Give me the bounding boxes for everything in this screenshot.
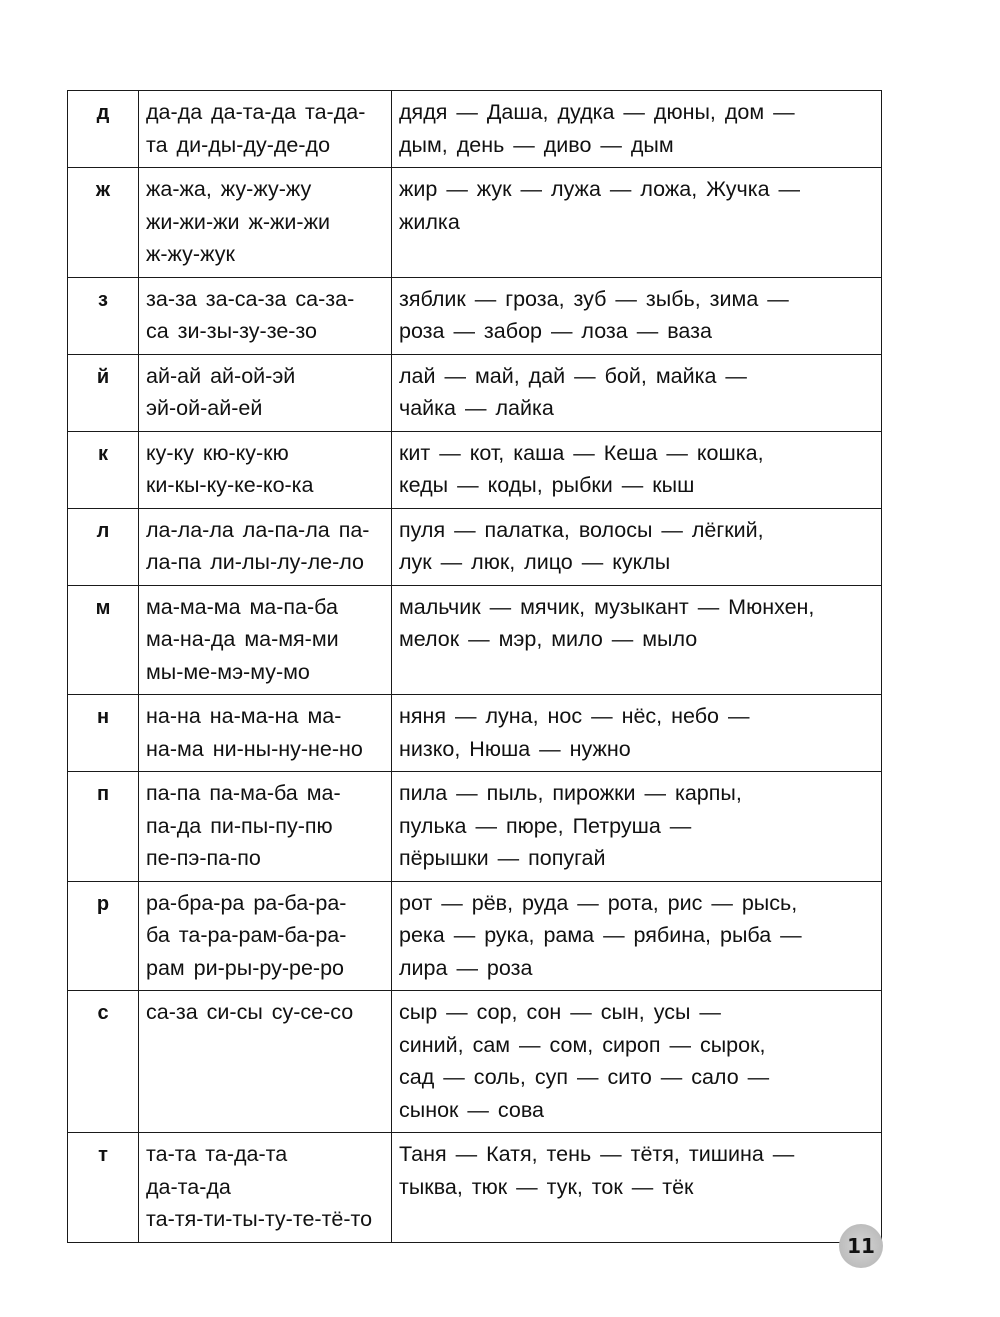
syllables-cell <box>139 508 392 585</box>
words-line: пёрышки — попугай <box>399 846 606 870</box>
table-row <box>68 277 882 354</box>
words-line: пуля — палатка, волосы — лёгкий, <box>399 517 764 542</box>
syllables-cell <box>139 881 392 991</box>
table-row <box>68 431 882 508</box>
words-line: лай — май, дай — бой, майка — <box>399 363 747 388</box>
words-cell <box>392 277 882 354</box>
words-cell <box>392 772 882 882</box>
syllables-line: ж-жу-жук <box>146 242 235 266</box>
syllables-line: ма-на-да ма-мя-ми <box>146 627 339 651</box>
syllables-line: эй-ой-ай-ей <box>146 396 263 420</box>
letter-cell: ж <box>68 168 139 278</box>
words-line: сынок — сова <box>399 1097 544 1122</box>
words-cell <box>392 1133 882 1243</box>
words-line: мелок — мэр, мило — мыло <box>399 627 698 651</box>
syllables-line: ра-бра-ра ра-ба-ра- <box>146 890 347 915</box>
words-line: тыква, тюк — тук, ток — тёк <box>399 1174 694 1199</box>
syllables-line: та-тя-ти-ты-ту-те-тё-то <box>146 1207 373 1231</box>
letter-cell: п <box>68 772 139 882</box>
letter-cell: р <box>68 881 139 991</box>
words-line: роза — забор — лоза — ваза <box>399 319 712 343</box>
page-number-badge <box>839 1224 883 1268</box>
sound-practice-table <box>67 90 882 1243</box>
words-line: кеды — коды, рыбки — кыш <box>399 473 695 497</box>
syllables-line: па-да пи-пы-пу-пю <box>146 813 333 838</box>
syllables-cell <box>139 991 392 1133</box>
syllables-line: мы-ме-мэ-му-мо <box>146 659 310 684</box>
letter-cell: т <box>68 1133 139 1243</box>
table-row <box>68 168 882 278</box>
words-line: рот — рёв, руда — рота, рис — рысь, <box>399 890 798 915</box>
syllables-cell <box>139 431 392 508</box>
words-line: пулька — пюре, Петруша — <box>399 813 692 838</box>
words-cell <box>392 168 882 278</box>
syllables-line: ку-ку кю-ку-кю <box>146 440 289 465</box>
syllables-line: ай-ай ай-ой-эй <box>146 363 296 388</box>
syllables-line: на-на на-ма-на ма- <box>146 704 342 728</box>
words-line: лук — люк, лицо — куклы <box>399 550 671 574</box>
syllables-line: жа-жа, жу-жу-жу <box>146 177 312 201</box>
syllables-cell <box>139 585 392 695</box>
syllables-line: ла-па ли-лы-лу-ле-ло <box>146 550 364 574</box>
words-line: пила — пыль, пирожки — карпы, <box>399 781 742 805</box>
letter-cell: з <box>68 277 139 354</box>
table-row <box>68 1133 882 1243</box>
table-row <box>68 772 882 882</box>
words-line: зяблик — гроза, зуб — зыбь, зима — <box>399 286 789 311</box>
words-line: дым, день — диво — дым <box>399 132 674 157</box>
words-line: сыр — сор, сон — сын, усы — <box>399 1000 721 1024</box>
syllables-line: та ди-ды-ду-де-до <box>146 132 331 157</box>
syllables-line: рам ри-ры-ру-ре-ро <box>146 955 344 980</box>
words-cell <box>392 431 882 508</box>
words-line: жир — жук — лужа — ложа, Жучка — <box>399 177 801 201</box>
syllables-line: да-да да-та-да та-да- <box>146 100 366 124</box>
letter-cell: л <box>68 508 139 585</box>
table-body <box>68 91 882 1243</box>
letter-cell: й <box>68 354 139 431</box>
words-line: кит — кот, каша — Кеша — кошка, <box>399 440 764 465</box>
words-line: чайка — лайка <box>399 396 554 420</box>
table-row <box>68 695 882 772</box>
words-line: лира — роза <box>399 955 533 980</box>
letter-cell: д <box>68 91 139 168</box>
table-row <box>68 881 882 991</box>
words-cell <box>392 991 882 1133</box>
words-line: мальчик — мячик, музыкант — Мюнхен, <box>399 594 815 619</box>
syllables-cell <box>139 354 392 431</box>
syllables-line: жи-жи-жи ж-жи-жи <box>146 209 330 234</box>
words-line: Таня — Катя, тень — тётя, тишина — <box>399 1142 795 1166</box>
words-cell <box>392 695 882 772</box>
table-row <box>68 354 882 431</box>
letter-cell: м <box>68 585 139 695</box>
syllables-cell <box>139 91 392 168</box>
syllables-cell <box>139 772 392 882</box>
syllables-line: та-та та-да-та <box>146 1142 288 1166</box>
words-line: сад — соль, суп — сито — сало — <box>399 1065 770 1089</box>
letter-cell: с <box>68 991 139 1133</box>
words-line: река — рука, рама — рябина, рыба — <box>399 923 802 947</box>
letter-cell: к <box>68 431 139 508</box>
words-cell <box>392 354 882 431</box>
page-number: 11 <box>847 1234 875 1258</box>
words-cell <box>392 585 882 695</box>
words-line: синий, сам — сом, сироп — сырок, <box>399 1032 766 1057</box>
table-row <box>68 91 882 168</box>
syllables-line: ба та-ра-рам-ба-ра- <box>146 923 347 947</box>
syllables-line: ла-ла-ла ла-па-ла па- <box>146 517 370 542</box>
syllables-cell <box>139 277 392 354</box>
words-line: дядя — Даша, дудка — дюны, дом — <box>399 100 795 124</box>
syllables-line: ки-кы-ку-ке-ко-ка <box>146 473 314 497</box>
words-cell <box>392 881 882 991</box>
words-line: низко, Нюша — нужно <box>399 736 631 761</box>
syllables-line: за-за за-са-за са-за- <box>146 286 355 311</box>
words-cell <box>392 508 882 585</box>
syllables-cell <box>139 168 392 278</box>
syllables-line: са зи-зы-зу-зе-зо <box>146 319 318 343</box>
letter-cell: н <box>68 695 139 772</box>
table-row <box>68 585 882 695</box>
syllables-cell <box>139 1133 392 1243</box>
syllables-line: ма-ма-ма ма-па-ба <box>146 594 338 619</box>
syllables-line: па-па па-ма-ба ма- <box>146 781 341 805</box>
syllables-cell <box>139 695 392 772</box>
syllables-line: да-та-да <box>146 1174 231 1199</box>
words-line: няня — луна, нос — нёс, небо — <box>399 704 750 728</box>
syllables-line: са-за си-сы су-се-со <box>146 1000 354 1024</box>
syllables-line: пе-пэ-па-по <box>146 846 261 870</box>
words-line: жилка <box>399 209 460 234</box>
table-row <box>68 508 882 585</box>
syllables-line: на-ма ни-ны-ну-не-но <box>146 736 363 761</box>
table-row <box>68 991 882 1133</box>
words-cell <box>392 91 882 168</box>
